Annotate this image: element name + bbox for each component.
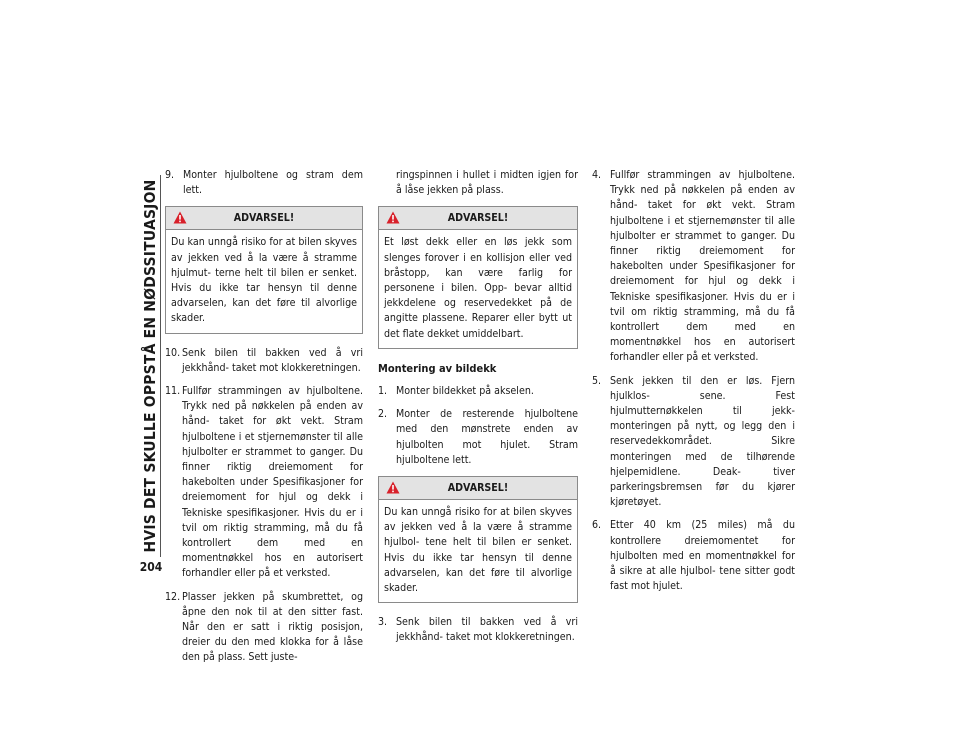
step-text: Senk bilen til bakken ved å vri jekkhånd- taket mot klokkeretningen. xyxy=(396,616,578,644)
step-number: 1. xyxy=(378,385,388,398)
step-9 xyxy=(165,168,363,198)
step-text: Senk jekken til den er løs. Fjern hjulklos- sene. Fest hjulmutternøkkelen til jekk- monteringen på nytt, og legg den i reservedekkområdet. Sikre monteringen med de tilhørende hjelpemidlene. Deak- tiver parkeringsbremsen før du kjører kjøretøyet. xyxy=(610,374,795,509)
warning-title: ADVARSEL! xyxy=(233,212,295,225)
step-10 xyxy=(165,346,363,376)
step-1 xyxy=(378,384,578,399)
step-number: 9. xyxy=(165,169,175,181)
warning-body: Du kan unngå risiko for at bilen skyves av jekken ved å la være å stramme hjulbol- tene helt til bilen er senket. Hvis du ikke tar hensyn til denne advarselen, kan det føre til alvorlige skader. xyxy=(384,506,572,595)
warning-header xyxy=(166,207,362,230)
column-2 xyxy=(378,168,578,654)
step-text: Monter bildekket på akselen. xyxy=(396,385,534,398)
step-2 xyxy=(378,407,578,468)
warning-body: Et løst dekk eller en løs jekk som slenges forover i en kollisjon eller ved bråstopp, kan være farlig for personene i bilen. Opp- bevar alltid jekkdelene og reservedekket på de angitte plassene. Reparer eller bytt ut det flate dekket umiddelbart. xyxy=(384,236,572,340)
column-1 xyxy=(165,168,363,674)
step-number: 5. xyxy=(592,374,602,387)
step-number: 2. xyxy=(378,408,388,421)
chapter-title-text: HVIS DET SKULLE OPPSTÅ EN NØDSSITUASJON xyxy=(141,179,159,553)
page-number: 204 xyxy=(139,560,163,574)
step-number: 3. xyxy=(378,616,388,629)
warning-box xyxy=(165,206,363,333)
step-number: 10. xyxy=(165,346,181,359)
step-text: Fullfør strammingen av hjulboltene. Trykk ned på nøkkelen på enden av hånd- taket for økt vekt. Stram hjulboltene i et stjernemønster til alle hjulbolter er strammet to ganger. Du finner riktig dreiemoment for hakebolten under Spesifikasjoner for dreiemoment for hjul og dekk i Tekniske spesifikasjoner. Hvis du er i tvil om riktig stramming, må du få kontrollert dem med en momentnøkkel hos en autorisert forhandler eller på et verksted. xyxy=(182,385,363,580)
step-11 xyxy=(165,384,363,582)
warning-header xyxy=(379,477,577,500)
step-number: 11. xyxy=(165,385,181,398)
warning-triangle-icon xyxy=(386,211,400,224)
warning-triangle-icon xyxy=(386,481,400,494)
step-12-continued: ringspinnen i hullet i midten igjen for å låse jekken på plass. xyxy=(396,169,578,197)
warning-triangle-icon xyxy=(173,211,187,224)
step-number: 6. xyxy=(592,519,602,532)
warning-box xyxy=(378,206,578,348)
step-4 xyxy=(592,168,795,366)
warning-header xyxy=(379,207,577,230)
warning-box xyxy=(378,476,578,603)
step-number: 12. xyxy=(165,590,181,603)
sidebar-divider xyxy=(160,175,161,557)
step-text: Monter hjulboltene og stram dem lett. xyxy=(183,169,363,197)
step-text: Monter de resterende hjulboltene med den mønstrete enden av hjulbolten mot hjulet. Stram hjulboltene lett. xyxy=(396,408,578,466)
step-12 xyxy=(165,590,363,666)
chapter-side-title xyxy=(138,175,162,557)
step-text: Plasser jekken på skumbrettet, og åpne den nok til at den sitter fast. Når den er satt i riktig posisjon, dreier du den med klokka for å låse den på plass. Sett juste- xyxy=(182,590,363,664)
step-5 xyxy=(592,374,795,511)
warning-body: Du kan unngå risiko for at bilen skyves av jekken ved å la være å stramme hjulmut- terne helt til bilen er senket. Hvis du ikke tar hensyn til denne advarselen, kan det føre til alvorlige skader. xyxy=(171,236,357,325)
section-heading: Montering av bildekk xyxy=(378,361,497,375)
step-number: 4. xyxy=(592,169,602,181)
step-3 xyxy=(378,615,578,645)
warning-title: ADVARSEL! xyxy=(447,482,509,495)
warning-title: ADVARSEL! xyxy=(447,212,509,225)
step-text: Fullfør strammingen av hjulboltene. Trykk ned på nøkkelen på enden av hånd- taket for økt vekt. Stram hjulboltene i et stjernemønster til alle hjulbolter er strammet to ganger. Du finner riktig dreiemoment for hakebolten under Spesifikasjoner for dreiemoment for hjul og dekk i Tekniske spesifikasjoner. Hvis du er i tvil om riktig stramming, må du få kontrollert dem med en momentnøkkel hos en autorisert forhandler eller på et verksted. xyxy=(610,169,795,364)
step-text: Etter 40 km (25 miles) må du kontrollere dreiemomentet for hjulbolten med en momentnøkkel for å sikre at alle hjulbol- tene sitter godt fast mot hjulet. xyxy=(610,519,795,593)
step-text: Senk bilen til bakken ved å vri jekkhånd- taket mot klokkeretningen. xyxy=(182,346,363,374)
column-3 xyxy=(592,168,795,602)
step-6 xyxy=(592,518,795,594)
